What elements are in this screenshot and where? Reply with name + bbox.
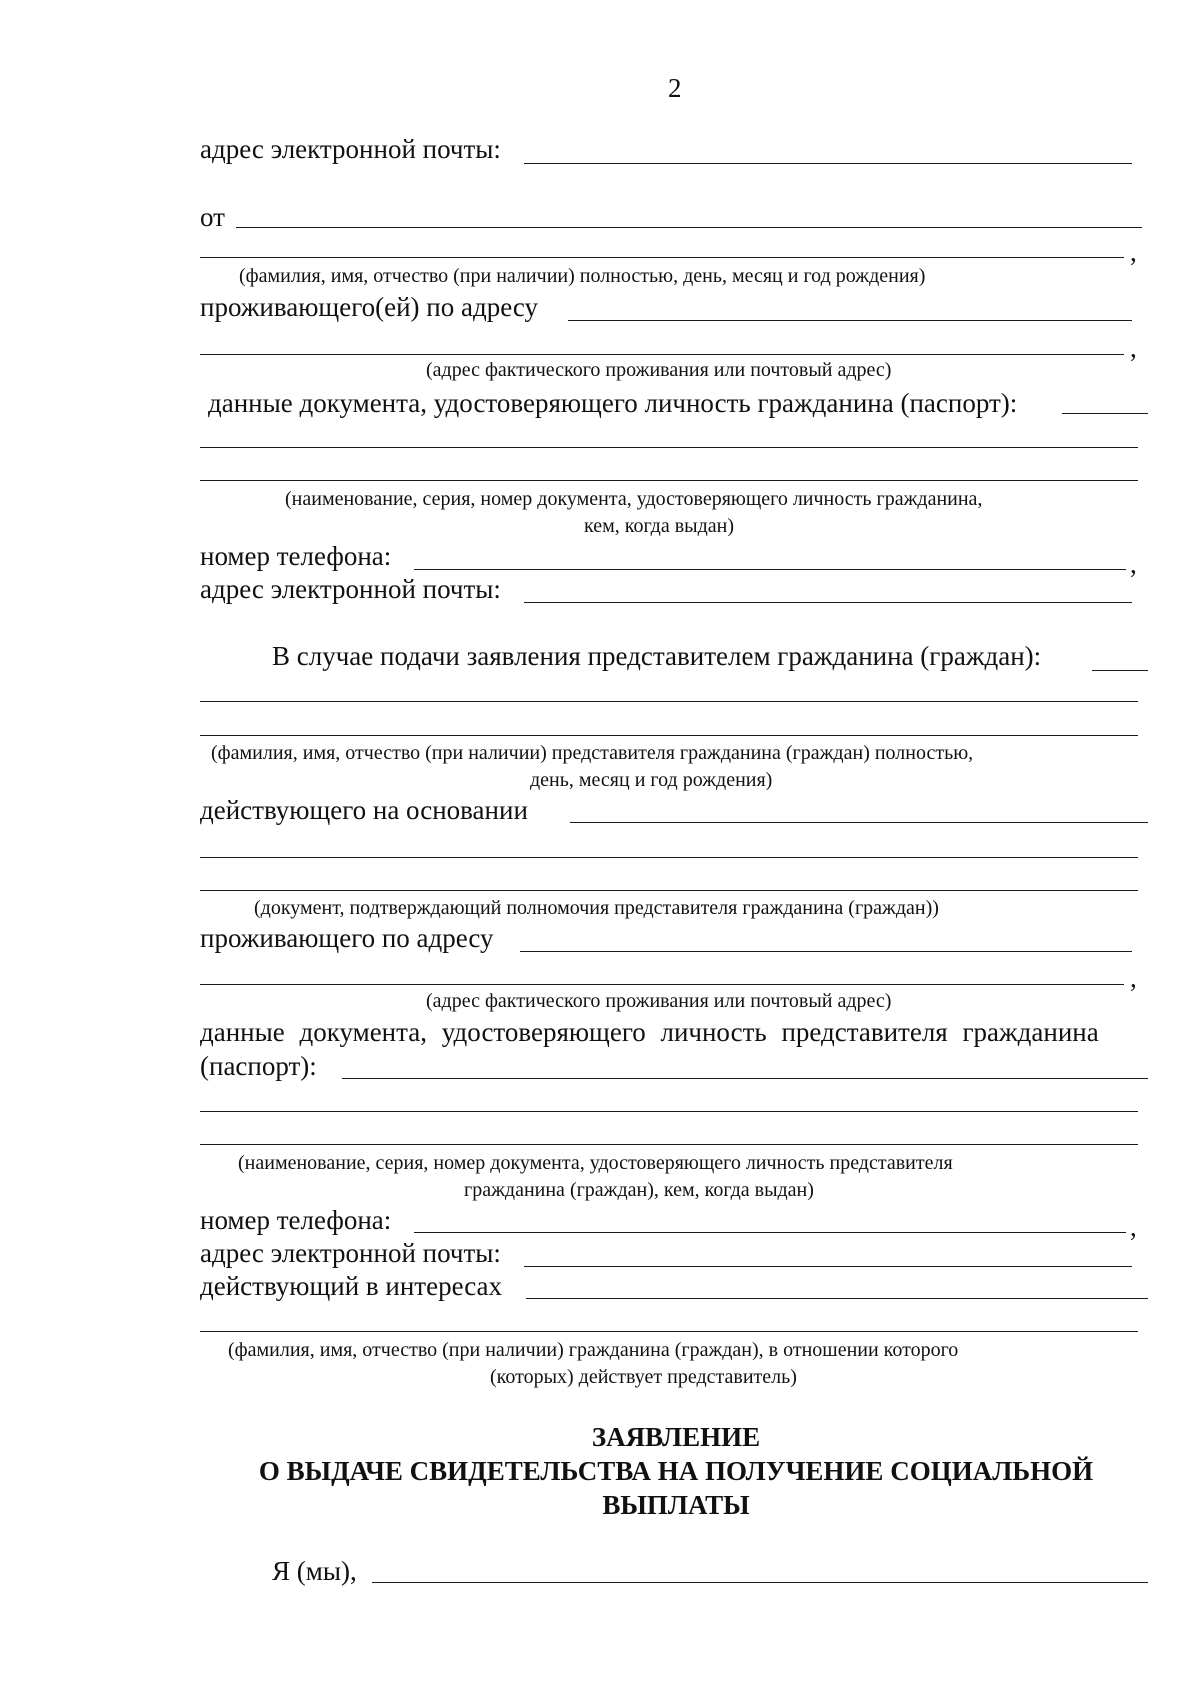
comma: , [1130, 549, 1137, 579]
we-field[interactable] [372, 1557, 1148, 1583]
id-doc-label: данные документа, удостоверяющего личность гражданина (паспорт): [208, 388, 1018, 418]
representative-fio-caption-1: (фамилия, имя, отчество (при наличии) представителя гражданина (граждан) полностью, [211, 742, 974, 764]
residing-label: проживающего(ей) по адресу [200, 292, 538, 322]
id-doc-field[interactable] [1062, 388, 1148, 414]
comma: , [1130, 237, 1137, 267]
id-doc-caption-1: (наименование, серия, номер документа, удостоверяющего личность гражданина, [285, 488, 983, 510]
representative-residing-field[interactable] [520, 926, 1132, 952]
representative-id-doc-line-2: (паспорт): [200, 1051, 317, 1081]
interests-field-line-2[interactable] [200, 1306, 1138, 1332]
id-doc-caption-2: кем, когда выдан) [584, 515, 735, 537]
representative-id-doc-caption-2: гражданина (граждан), кем, когда выдан) [464, 1179, 814, 1201]
basis-field-line-3[interactable] [200, 865, 1138, 891]
representative-fio-line-1[interactable] [200, 676, 1138, 702]
representative-fio-caption-2: день, месяц и год рождения) [530, 769, 773, 791]
representative-id-doc-caption-1: (наименование, серия, номер документа, удостоверяющего личность представителя [238, 1152, 953, 1174]
representative-email-field[interactable] [524, 1241, 1132, 1267]
comma: , [1130, 1212, 1137, 1242]
representative-id-doc-field-line-3[interactable] [200, 1119, 1138, 1145]
address-caption: (адрес фактического проживания или почтовый адрес) [426, 359, 892, 381]
from-field[interactable] [236, 202, 1142, 228]
representative-email-label: адрес электронной почты: [200, 1238, 501, 1268]
representative-phone-field[interactable] [414, 1207, 1126, 1233]
id-doc-field-line-2[interactable] [200, 422, 1138, 448]
email-field[interactable] [524, 138, 1132, 164]
representative-address-caption: (адрес фактического проживания или почтовый адрес) [426, 990, 892, 1012]
representative-residing-label: проживающего по адресу [200, 923, 494, 953]
interests-label: действующий в интересах [200, 1271, 503, 1301]
representative-fio-line-2[interactable] [200, 710, 1138, 736]
representative-id-doc-field-line-2[interactable] [200, 1086, 1138, 1112]
basis-field-line-2[interactable] [200, 832, 1138, 858]
interests-field[interactable] [526, 1273, 1148, 1299]
we-label: Я (мы), [272, 1556, 357, 1586]
representative-residing-field-line-2[interactable] [200, 959, 1124, 985]
page-number: 2 [668, 73, 682, 103]
representative-phone-label: номер телефона: [200, 1205, 392, 1235]
representative-intro-field[interactable] [1092, 645, 1148, 671]
email2-field[interactable] [524, 577, 1132, 603]
title-line-1: ЗАЯВЛЕНИЕ [591, 1422, 761, 1452]
from-label: от [200, 202, 225, 232]
phone-label: номер телефона: [200, 541, 392, 571]
phone-field[interactable] [414, 544, 1126, 570]
interests-caption-1: (фамилия, имя, отчество (при наличии) гражданина (граждан), в отношении которого [228, 1339, 959, 1361]
email2-label: адрес электронной почты: [200, 574, 501, 604]
email-label: адрес электронной почты: [200, 134, 501, 164]
residing-address-field[interactable] [568, 295, 1132, 321]
basis-label: действующего на основании [200, 795, 528, 825]
basis-field[interactable] [570, 797, 1148, 823]
comma: , [1130, 333, 1137, 363]
from-field-line-2[interactable] [200, 232, 1124, 258]
representative-intro: В случае подачи заявления представителем гражданина (граждан): [272, 641, 1042, 671]
representative-id-doc-line-1: данные документа, удостоверяющего личность представителя гражданина [200, 1017, 1099, 1047]
residing-address-field-line-2[interactable] [200, 329, 1124, 355]
id-doc-field-line-3[interactable] [200, 455, 1138, 481]
comma: , [1130, 963, 1137, 993]
title-line-3: ВЫПЛАТЫ [602, 1490, 750, 1520]
interests-caption-2: (которых) действует представитель) [490, 1366, 797, 1388]
fio-caption: (фамилия, имя, отчество (при наличии) полностью, день, месяц и год рождения) [239, 265, 926, 287]
basis-caption: (документ, подтверждающий полномочия представителя гражданина (граждан)) [254, 897, 939, 919]
title-line-2: О ВЫДАЧЕ СВИДЕТЕЛЬСТВА НА ПОЛУЧЕНИЕ СОЦИАЛЬНОЙ [258, 1456, 1094, 1486]
representative-id-doc-field[interactable] [342, 1053, 1148, 1079]
